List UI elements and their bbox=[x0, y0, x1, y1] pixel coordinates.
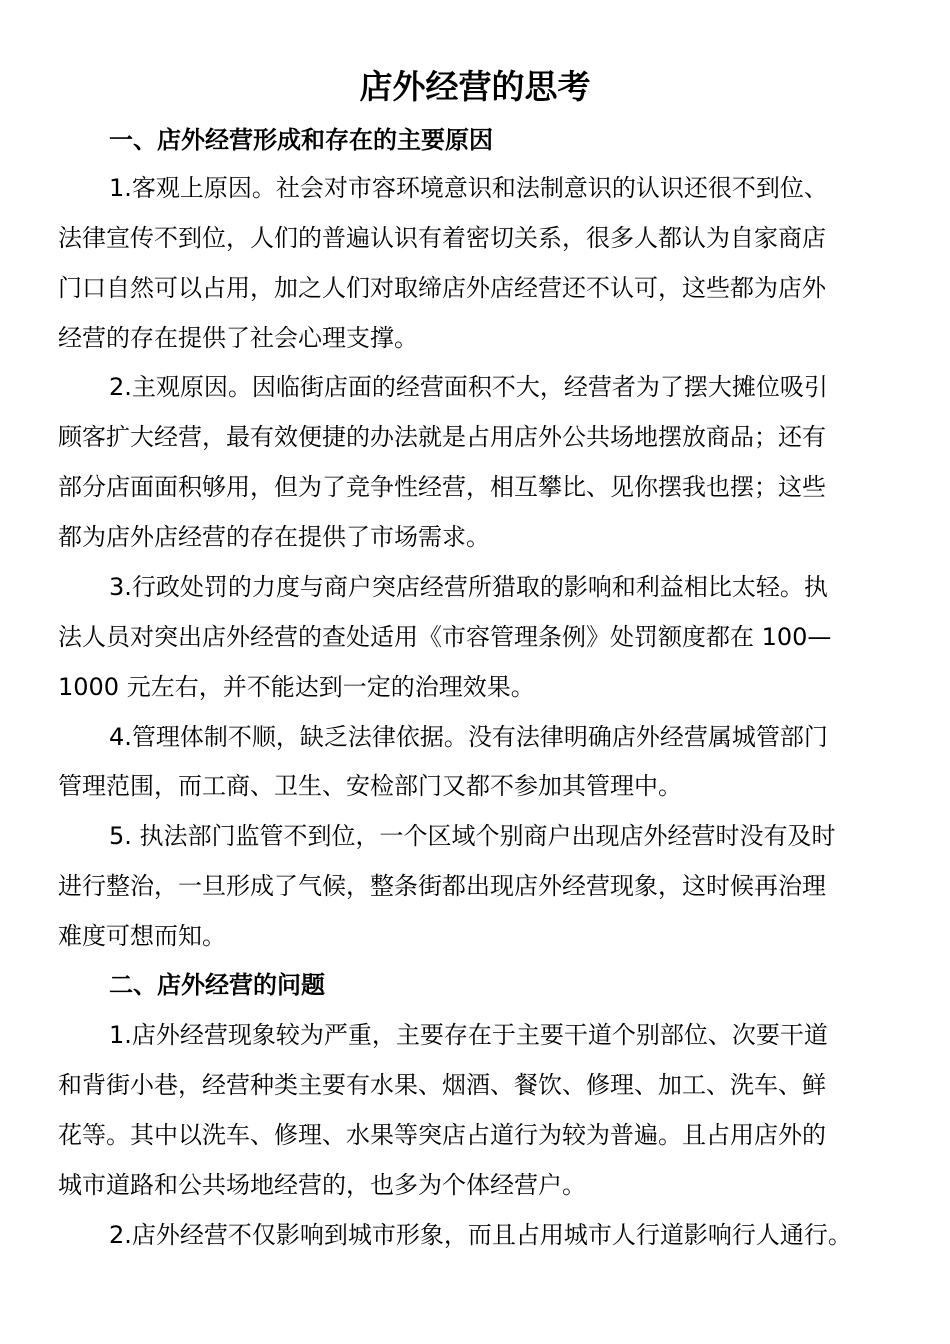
paragraph-line: 门口自然可以占用，加之人们对取缔店外店经营还不认可，这些都为店外 bbox=[58, 274, 826, 302]
paragraph-line: 难度可想而知。 bbox=[58, 922, 226, 950]
paragraph-line: 部分店面面积够用，但为了竞争性经营，相互攀比、见你摆我也摆；这些 bbox=[58, 473, 826, 501]
paragraph-line: 都为店外店经营的存在提供了市场需求。 bbox=[58, 523, 490, 551]
paragraph-line: 顾客扩大经营，最有效便捷的办法就是占用店外公共场地摆放商品；还有 bbox=[58, 423, 826, 451]
paragraph-line: 进行整治，一旦形成了气候，整条街都出现店外经营现象，这时候再治理 bbox=[58, 872, 826, 900]
paragraph-line: 3.行政处罚的力度与商户突店经营所猎取的影响和利益相比太轻。执 bbox=[109, 573, 828, 601]
paragraph-line: 2.主观原因。因临街店面的经营面积不大，经营者为了摆大摊位吸引 bbox=[109, 373, 828, 401]
paragraph-line: 5. 执法部门监管不到位，一个区域个别商户出现店外经营时没有及时 bbox=[109, 822, 836, 850]
paragraph-line: 经营的存在提供了社会心理支撑。 bbox=[58, 324, 418, 352]
section-heading-2: 二、店外经营的问题 bbox=[109, 971, 325, 999]
paragraph-line: 1000 元左右，并不能达到一定的治理效果。 bbox=[58, 673, 535, 701]
section-heading-1: 一、店外经营形成和存在的主要原因 bbox=[109, 126, 493, 154]
paragraph-line: 法律宣传不到位，人们的普遍认识有着密切关系，很多人都认为自家商店 bbox=[58, 224, 826, 252]
document-title: 店外经营的思考 bbox=[359, 67, 591, 106]
paragraph-line: 和背街小巷，经营种类主要有水果、烟酒、餐饮、修理、加工、洗车、鲜 bbox=[58, 1071, 826, 1099]
paragraph-line: 法人员对突出店外经营的查处适用《市容管理条例》处罚额度都在 100— bbox=[58, 623, 832, 651]
paragraph-line: 4.管理体制不顺，缺乏法律依据。没有法律明确店外经营属城管部门 bbox=[109, 723, 828, 751]
paragraph-line: 管理范围，而工商、卫生、安检部门又都不参加其管理中。 bbox=[58, 772, 682, 800]
paragraph-line: 花等。其中以洗车、修理、水果等突店占道行为较为普遍。且占用店外的 bbox=[58, 1121, 826, 1149]
paragraph-line: 1.店外经营现象较为严重，主要存在于主要干道个别部位、次要干道 bbox=[109, 1021, 828, 1049]
paragraph-line: 城市道路和公共场地经营的，也多为个体经营户。 bbox=[58, 1171, 586, 1199]
paragraph-line: 2.店外经营不仅影响到城市形象，而且占用城市人行道影响行人通行。 bbox=[109, 1221, 852, 1249]
paragraph-line: 1.客观上原因。社会对市容环境意识和法制意识的认识还很不到位、 bbox=[109, 174, 828, 202]
